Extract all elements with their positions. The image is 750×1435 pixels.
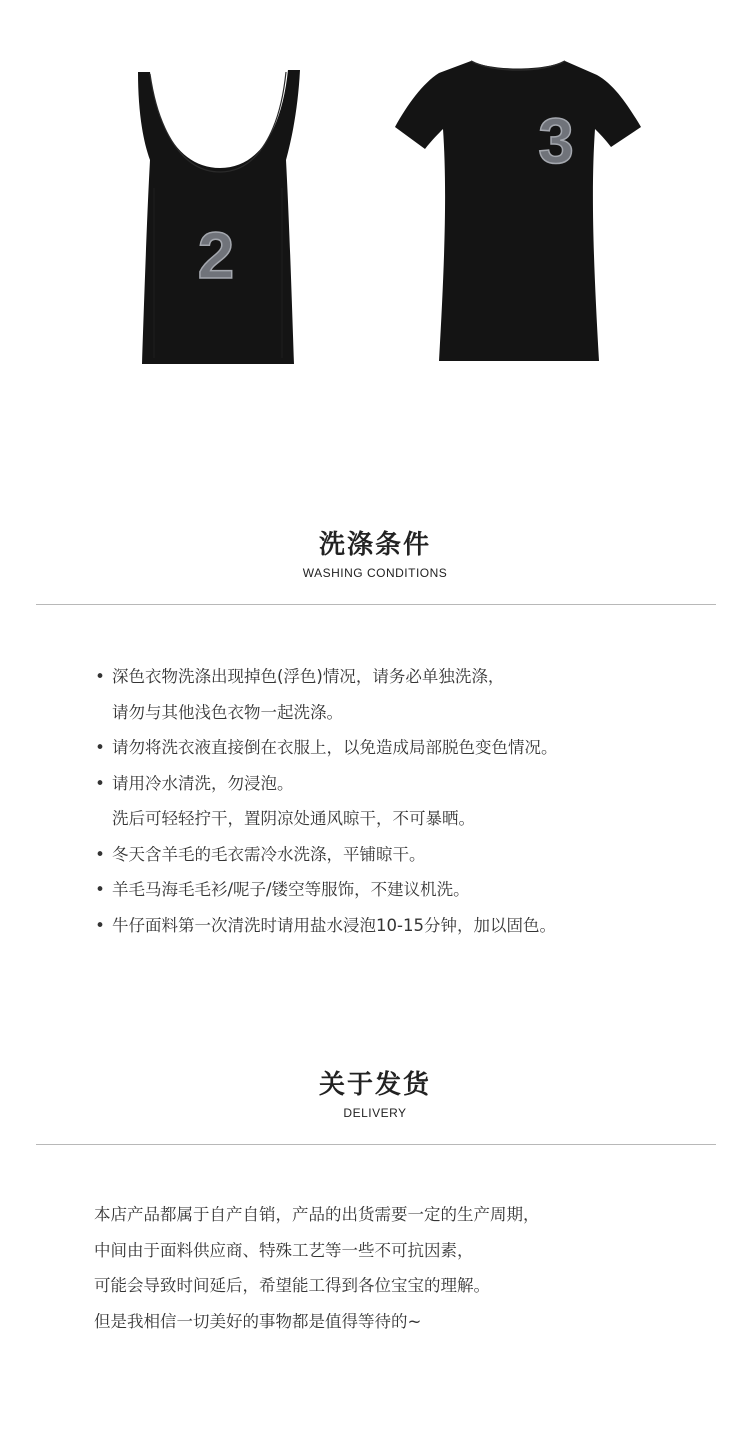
delivery-paragraph [94, 1197, 714, 1339]
delivery-divider [36, 1144, 716, 1145]
bullet-dot: • [95, 667, 105, 686]
list-item [92, 695, 712, 731]
tshirt-number: 3 [538, 105, 574, 177]
instruction-text: 牛仔面料第一次清洗时请用盐水浸泡10-15分钟，加以固色。 [112, 915, 556, 935]
tank-top-image [132, 68, 306, 364]
instruction-text: 冬天含羊毛的毛衣需冷水洗涤，平铺晾干。 [112, 844, 426, 864]
delivery-line: 但是我相信一切美好的事物都是值得等待的~ [94, 1311, 422, 1331]
bullet-dot: • [95, 773, 105, 793]
list-item [92, 766, 712, 802]
list-item [92, 908, 712, 944]
delivery-section-title: 关于发货 [318, 1070, 431, 1100]
instruction-text: 请勿与其他浅色衣物一起洗涤。 [112, 702, 343, 722]
list-item [92, 872, 712, 908]
instruction-text: 请勿将洗衣液直接倒在衣服上，以免造成局部脱色变色情况。 [112, 738, 558, 757]
bullet-dot: • [95, 844, 105, 864]
instruction-text: 深色衣物洗涤出现掉色(浮色)情况，请务必单独洗涤， [112, 667, 505, 686]
bullet-dot: • [95, 915, 105, 935]
washing-divider [36, 604, 716, 605]
list-item [92, 801, 712, 837]
list-item [92, 837, 712, 873]
delivery-line: 中间由于面料供应商、特殊工艺等一些不可抗因素， [94, 1240, 474, 1260]
tank-top-shape [138, 70, 300, 364]
washing-instructions-list [92, 659, 712, 943]
delivery-section-subtitle: DELIVERY [343, 1106, 407, 1120]
tshirt-shape [395, 61, 641, 361]
delivery-line: 本店产品都属于自产自销，产品的出货需要一定的生产周期， [94, 1205, 540, 1224]
washing-section-title: 洗涤条件 [318, 530, 431, 560]
instruction-text: 洗后可轻轻拧干，置阴凉处通风晾干，不可暴晒。 [112, 809, 475, 828]
bullet-dot: • [95, 738, 105, 757]
delivery-line: 可能会导致时间延后，希望能工得到各位宝宝的理解。 [94, 1276, 490, 1295]
tank-top-number: 2 [197, 218, 235, 292]
list-item [92, 730, 712, 766]
washing-section-subtitle: WASHING CONDITIONS [302, 566, 448, 580]
tshirt-image [393, 57, 643, 363]
instruction-text: 羊毛马海毛毛衫/呢子/镂空等服饰，不建议机洗。 [112, 880, 470, 899]
list-item [92, 659, 712, 695]
bullet-dot: • [95, 880, 105, 899]
instruction-text: 请用冷水清洗，勿浸泡。 [112, 773, 294, 793]
